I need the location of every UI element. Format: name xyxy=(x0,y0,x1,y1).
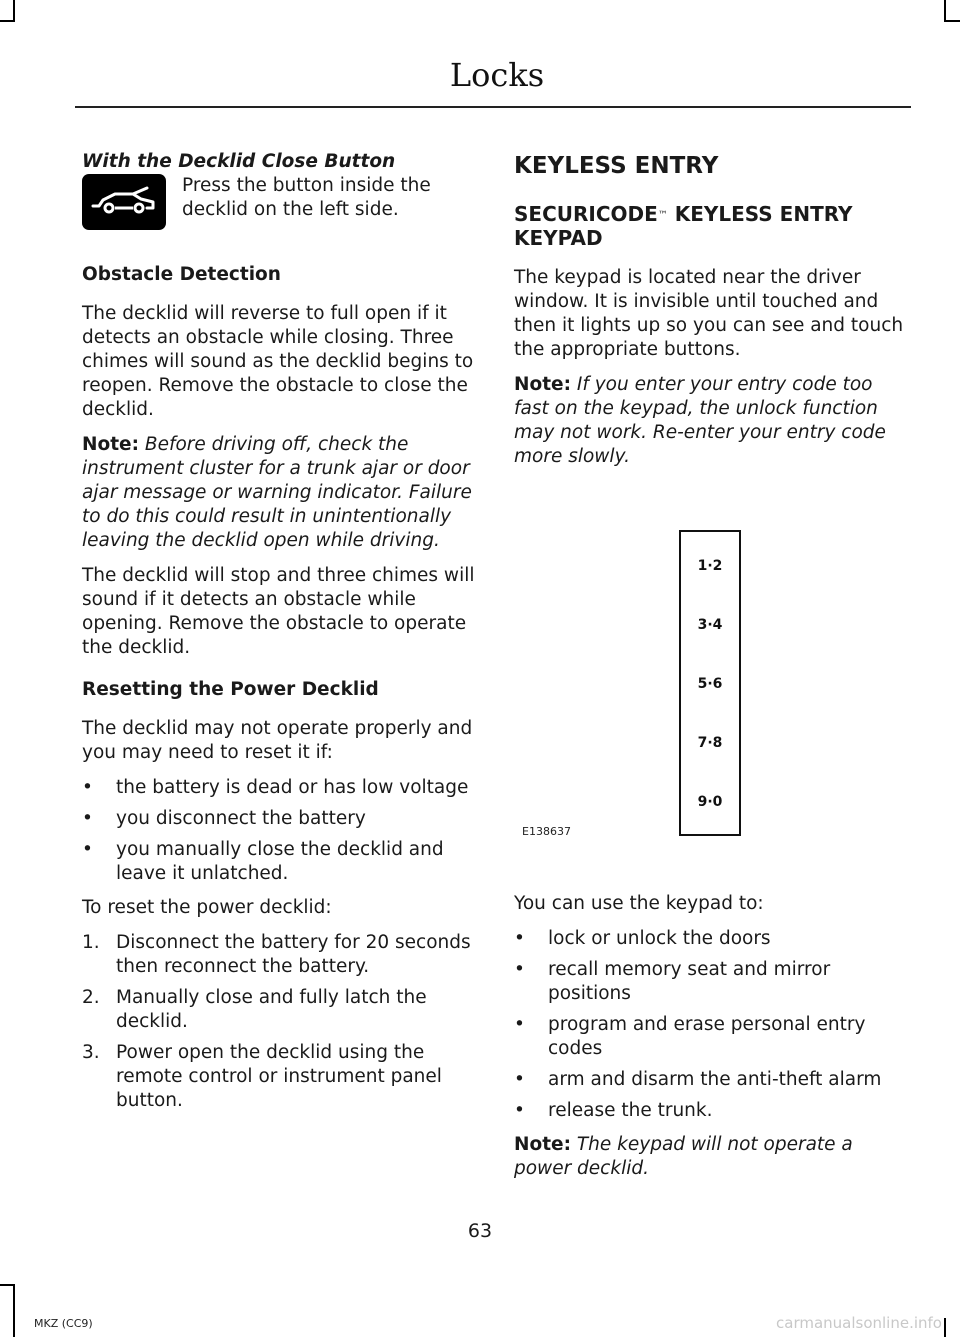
list-item: 3. Power open the decklid using the remote control or instrument panel button. xyxy=(82,1042,442,1111)
header-divider xyxy=(75,106,911,108)
reset-conditions-list xyxy=(82,776,477,886)
note-2 xyxy=(514,373,910,469)
note-text: The keypad will not operate a power decklid. xyxy=(514,1134,853,1179)
note-1 xyxy=(82,433,477,553)
list-item: • program and erase personal entry codes xyxy=(514,1014,866,1059)
page-title: Locks xyxy=(449,56,545,94)
list-item: • recall memory seat and mirror positions xyxy=(514,959,831,1004)
keypad-key: 3·4 xyxy=(697,617,723,633)
list-item: 2. Manually close and fully latch the decklid. xyxy=(82,987,427,1032)
note-label: Note: xyxy=(514,374,571,395)
keypad-key: 5·6 xyxy=(697,676,723,692)
crop-mark xyxy=(0,20,14,22)
obstacle-heading: Obstacle Detection xyxy=(82,264,281,285)
crop-mark xyxy=(0,1284,14,1286)
keypad-illustration xyxy=(679,530,741,836)
reset-steps-intro: To reset the power decklid: xyxy=(82,897,332,918)
list-item: • lock or unlock the doors xyxy=(514,928,771,949)
keypad-uses-list xyxy=(514,927,910,1123)
page-number: 63 xyxy=(467,1220,493,1242)
list-item: • arm and disarm the anti-theft alarm xyxy=(514,1069,882,1090)
list-item: • the battery is dead or has low voltage xyxy=(82,777,469,798)
crop-mark xyxy=(946,20,960,22)
note-text: If you enter your entry code too fast on the keypad, the unlock function may not work. Re-enter your entry code more slowly. xyxy=(514,374,886,467)
note-label: Note: xyxy=(82,434,139,455)
obstacle-paragraph-1: The decklid will reverse to full open if it detects an obstacle while closing. Three chimes will sound as the decklid begins to reopen. Remove the obstacle to close the decklid. xyxy=(82,303,474,420)
car-trunk-icon xyxy=(82,174,166,230)
note-text: Before driving off, check the instrument cluster for a trunk ajar or door ajar message or warning indicator. Failure to do this could result in unintentionally leaving the decklid open while driving. xyxy=(82,434,472,551)
keypad-key: 1·2 xyxy=(697,558,723,574)
keypad-figure xyxy=(514,480,910,876)
crop-mark xyxy=(13,0,15,22)
list-item: 1. Disconnect the battery for 20 seconds then reconnect the battery. xyxy=(82,932,471,977)
close-button-text: Press the button inside the decklid on the left side. xyxy=(182,175,431,220)
obstacle-paragraph-2: The decklid will stop and three chimes will sound if it detects an obstacle while opening. Remove the obstacle to operate the decklid. xyxy=(82,565,475,658)
figure-code: E138637 xyxy=(522,825,571,838)
crop-mark xyxy=(944,1318,946,1337)
list-item: • you disconnect the battery xyxy=(82,808,366,829)
reset-steps-list xyxy=(82,931,477,1113)
uses-intro: You can use the keypad to: xyxy=(514,893,764,914)
note-label: Note: xyxy=(514,1134,571,1155)
section-heading: KEYLESS ENTRY xyxy=(514,153,719,179)
sub-heading: SECURICODE™ KEYLESS ENTRY KEYPAD xyxy=(514,202,853,250)
keypad-key: 9·0 xyxy=(697,794,723,810)
list-item: • release the trunk. xyxy=(514,1100,713,1121)
reset-heading: Resetting the Power Decklid xyxy=(82,679,379,700)
close-button-heading: With the Decklid Close Button xyxy=(82,151,396,172)
reset-intro: The decklid may not operate properly and you may need to reset it if: xyxy=(82,718,473,763)
list-item: • you manually close the decklid and leave it unlatched. xyxy=(82,839,444,884)
footer-model: MKZ (CC9) xyxy=(34,1317,93,1330)
left-column xyxy=(82,150,477,1123)
note-3 xyxy=(514,1133,910,1181)
right-column xyxy=(514,150,910,1192)
crop-mark xyxy=(944,0,946,22)
crop-mark xyxy=(13,1284,15,1337)
keypad-intro: The keypad is located near the driver window. It is invisible until touched and then it lights up so you can see and touch the appropriate buttons. xyxy=(514,267,904,360)
watermark: carmanualsonline.info xyxy=(776,1314,942,1332)
keypad-key: 7·8 xyxy=(697,735,723,751)
